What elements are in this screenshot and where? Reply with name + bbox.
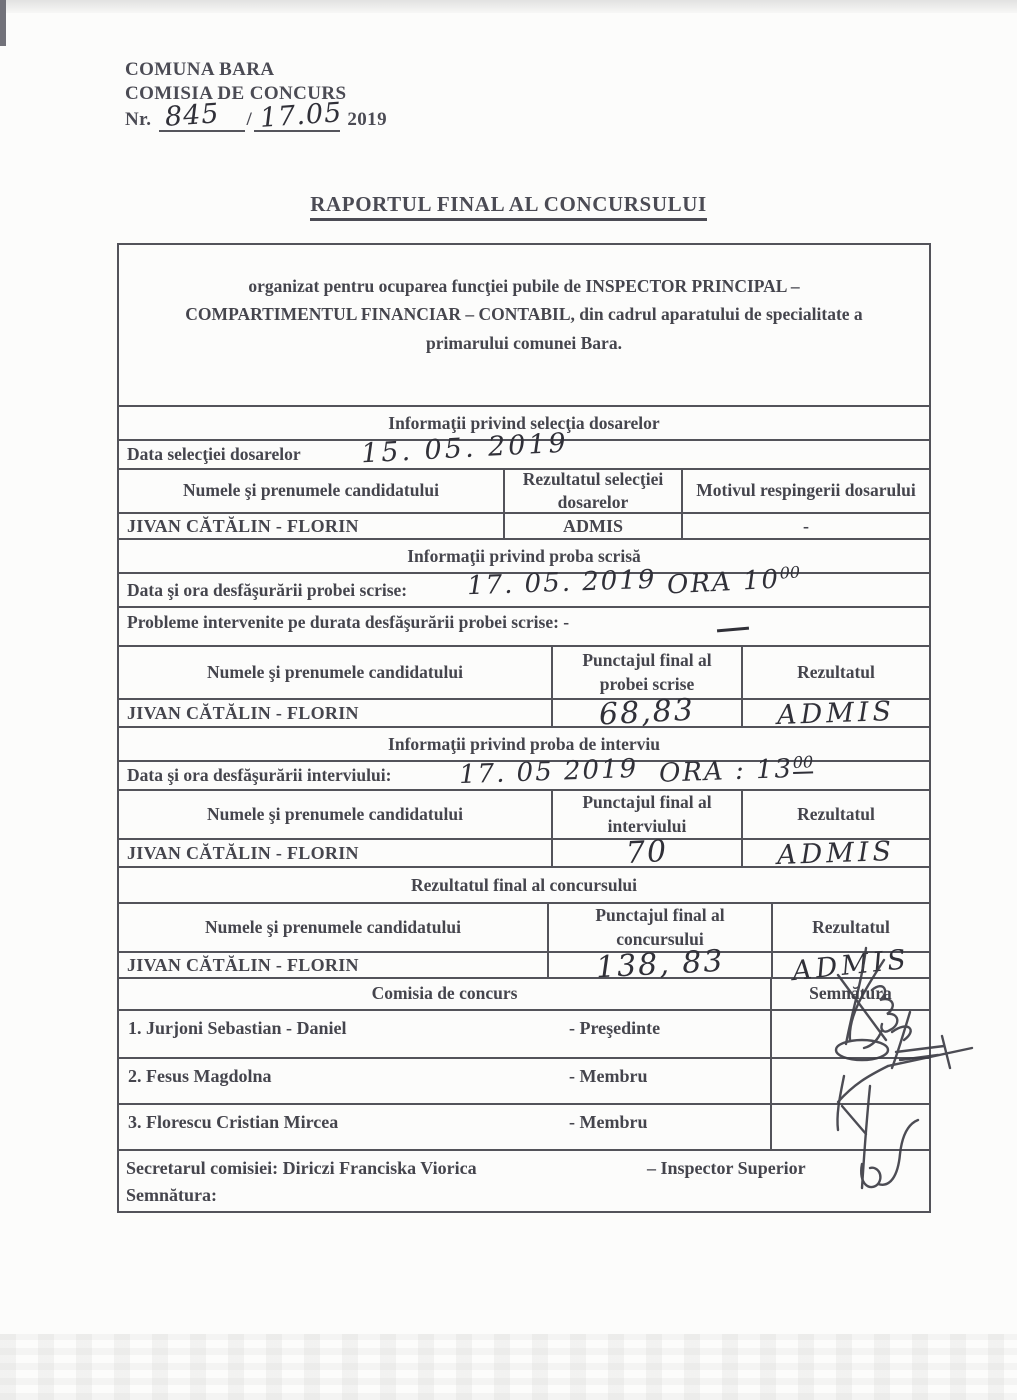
committee-member-row [119, 1059, 929, 1105]
letterhead-commission: COMISIA DE CONCURS [125, 83, 347, 105]
written-heading: Informaţii privind proba scrisă [119, 540, 929, 574]
registration-number-line [125, 97, 387, 135]
selection-date-label: Data selecţiei dosarelor [127, 444, 301, 464]
member-signature-cell [772, 1011, 929, 1057]
col-header-rejection-reason: Motivul respingerii dosarului [696, 480, 916, 501]
candidate-name: JIVAN CĂTĂLIN - FLORIN [119, 953, 549, 977]
interview-candidate-row [119, 833, 929, 872]
final-candidate-row [119, 943, 929, 987]
nr-year: 2019 [347, 108, 387, 130]
scan-artifact-top [0, 0, 1017, 13]
handwritten-written-result: ADMIS [776, 695, 896, 731]
handwritten-final-score: 138, 83 [594, 943, 726, 986]
intro-paragraph: organizat pentru ocuparea funcţiei pubile de INSPECTOR PRINCIPAL – COMPARTIMENTUL FINANCIAR – CONTABIL, din cadrul aparatului de specialitate a primarului comunei Bara. [185, 276, 863, 353]
candidate-name: JIVAN CĂTĂLIN - FLORIN [119, 840, 553, 866]
handwritten-nr: 845 [163, 98, 221, 134]
member-role: - Preşedinte [569, 1018, 661, 1038]
nr-date-blank [254, 97, 344, 135]
member-name: 1. Jurjoni Sebastian - Daniel [128, 1018, 347, 1038]
col-header-final-score: Punctajul final al concursului [549, 904, 773, 951]
handwritten-interview-hour-sup: 00 [792, 752, 814, 773]
member-name: 2. Fesus Magdolna [128, 1066, 272, 1086]
document-title-wrap [0, 192, 1017, 217]
handwritten-written-date: 17. 05. 2019 [466, 564, 657, 602]
nr-slash: / [246, 108, 253, 130]
member-name: 3. Florescu Cristian Mircea [128, 1112, 339, 1132]
col-header-result: Rezultatul [797, 803, 875, 824]
secretary-row [119, 1151, 929, 1211]
col-header-candidate-name: Numele şi prenumele candidatului [119, 647, 553, 698]
committee-member-row [119, 1105, 929, 1151]
written-problems-row [119, 608, 929, 647]
handwritten-selection-date: 15. 05. 2019 [360, 427, 570, 470]
member-info-cell [119, 1011, 772, 1057]
interview-date-row [119, 752, 929, 791]
scan-artifact-bottom [0, 1334, 1017, 1400]
col-header-candidate-name: Numele şi prenumele candidatului [119, 470, 505, 512]
signature-membru-2 [942, 1036, 950, 1068]
selection-candidate-row [119, 514, 929, 540]
handwritten-nr-date: 17.05 [259, 97, 344, 135]
candidate-name: JIVAN CĂTĂLIN - FLORIN [119, 700, 553, 726]
nr-blank [159, 98, 245, 134]
member-signature-cell [772, 1059, 929, 1103]
interview-heading: Informaţii privind proba de interviu [119, 728, 929, 762]
col-header-candidate-name: Numele şi prenumele candidatului [119, 904, 549, 951]
letterhead [125, 58, 387, 135]
scan-artifact-corner [0, 0, 6, 46]
selection-header-row [119, 470, 929, 514]
report-table [117, 243, 931, 1213]
candidate-name: JIVAN CĂTĂLIN - FLORIN [119, 514, 505, 538]
intro-box [119, 272, 929, 407]
written-result-cell [743, 695, 929, 731]
handwritten-interview-score: 70 [624, 833, 669, 872]
letterhead-commune: COMUNA BARA [125, 59, 275, 80]
signature-column-header: Semnătura [809, 983, 892, 1004]
col-header-result: Rezultatul [812, 916, 890, 937]
secretary-signature-label: Semnătura: [126, 1185, 217, 1205]
handwritten-written-hour: ORA $10^{00}$ [666, 562, 801, 601]
interview-result-cell [743, 835, 929, 871]
col-header-interview-score: Punctajul final al interviului [553, 791, 743, 838]
handwritten-final-result: ADMIS [790, 943, 912, 987]
handwritten-interview-result: ADMIS [776, 835, 896, 871]
handwritten-written-score: 68,83 [598, 692, 696, 733]
secretary-label: Secretarul comisiei: Diriczi Franciska Viorica [126, 1158, 477, 1178]
selection-result-value: ADMIS [505, 514, 683, 538]
col-header-written-score: Punctajul final al probei scrise [553, 647, 743, 698]
final-score-cell [549, 943, 773, 986]
final-header-row [119, 904, 929, 953]
secretary-cell [119, 1151, 929, 1211]
committee-heading: Comisia de concurs [119, 979, 772, 1009]
rejection-reason-value: - [803, 515, 809, 536]
written-problems-label: Probleme intervenite pe durata desfăşurării probei scrise: - [127, 612, 570, 632]
col-header-candidate-name: Numele şi prenumele candidatului [119, 791, 553, 838]
committee-member-row [119, 1011, 929, 1059]
member-role: - Membru [569, 1112, 648, 1132]
handwritten-interview-date: 17. 05 2019 [458, 753, 639, 791]
selection-heading: Informaţii privind selecţia dosarelor [119, 407, 929, 441]
final-result-cell [773, 943, 929, 987]
selection-date-row [119, 427, 929, 470]
member-signature-cell [772, 1105, 929, 1149]
interview-date-label: Data şi ora desfăşurării interviului: [127, 765, 392, 785]
final-heading: Rezultatul final al concursului [119, 868, 929, 904]
written-date-row [119, 562, 929, 608]
secretary-role: – Inspector Superior [647, 1158, 806, 1178]
handwritten-written-hour-sup: 00 [779, 562, 801, 583]
handwritten-interview-hour: ORA : $13^{00}$ [658, 752, 814, 789]
written-header-row [119, 647, 929, 700]
member-info-cell [119, 1105, 772, 1149]
col-header-result: Rezultatul [797, 661, 875, 682]
written-candidate-row [119, 692, 929, 733]
document-title: RAPORTUL FINAL AL CONCURSULUI [310, 192, 706, 221]
interview-header-row [119, 791, 929, 840]
nr-label: Nr. [125, 108, 152, 130]
written-score-cell [553, 692, 743, 733]
col-header-selection-result: Rezultatul selecţiei dosarelor [505, 470, 683, 512]
written-date-label: Data şi ora desfăşurării probei scrise: [127, 579, 408, 600]
interview-score-cell [553, 833, 743, 872]
member-role: - Membru [569, 1066, 648, 1086]
member-info-cell [119, 1059, 772, 1103]
